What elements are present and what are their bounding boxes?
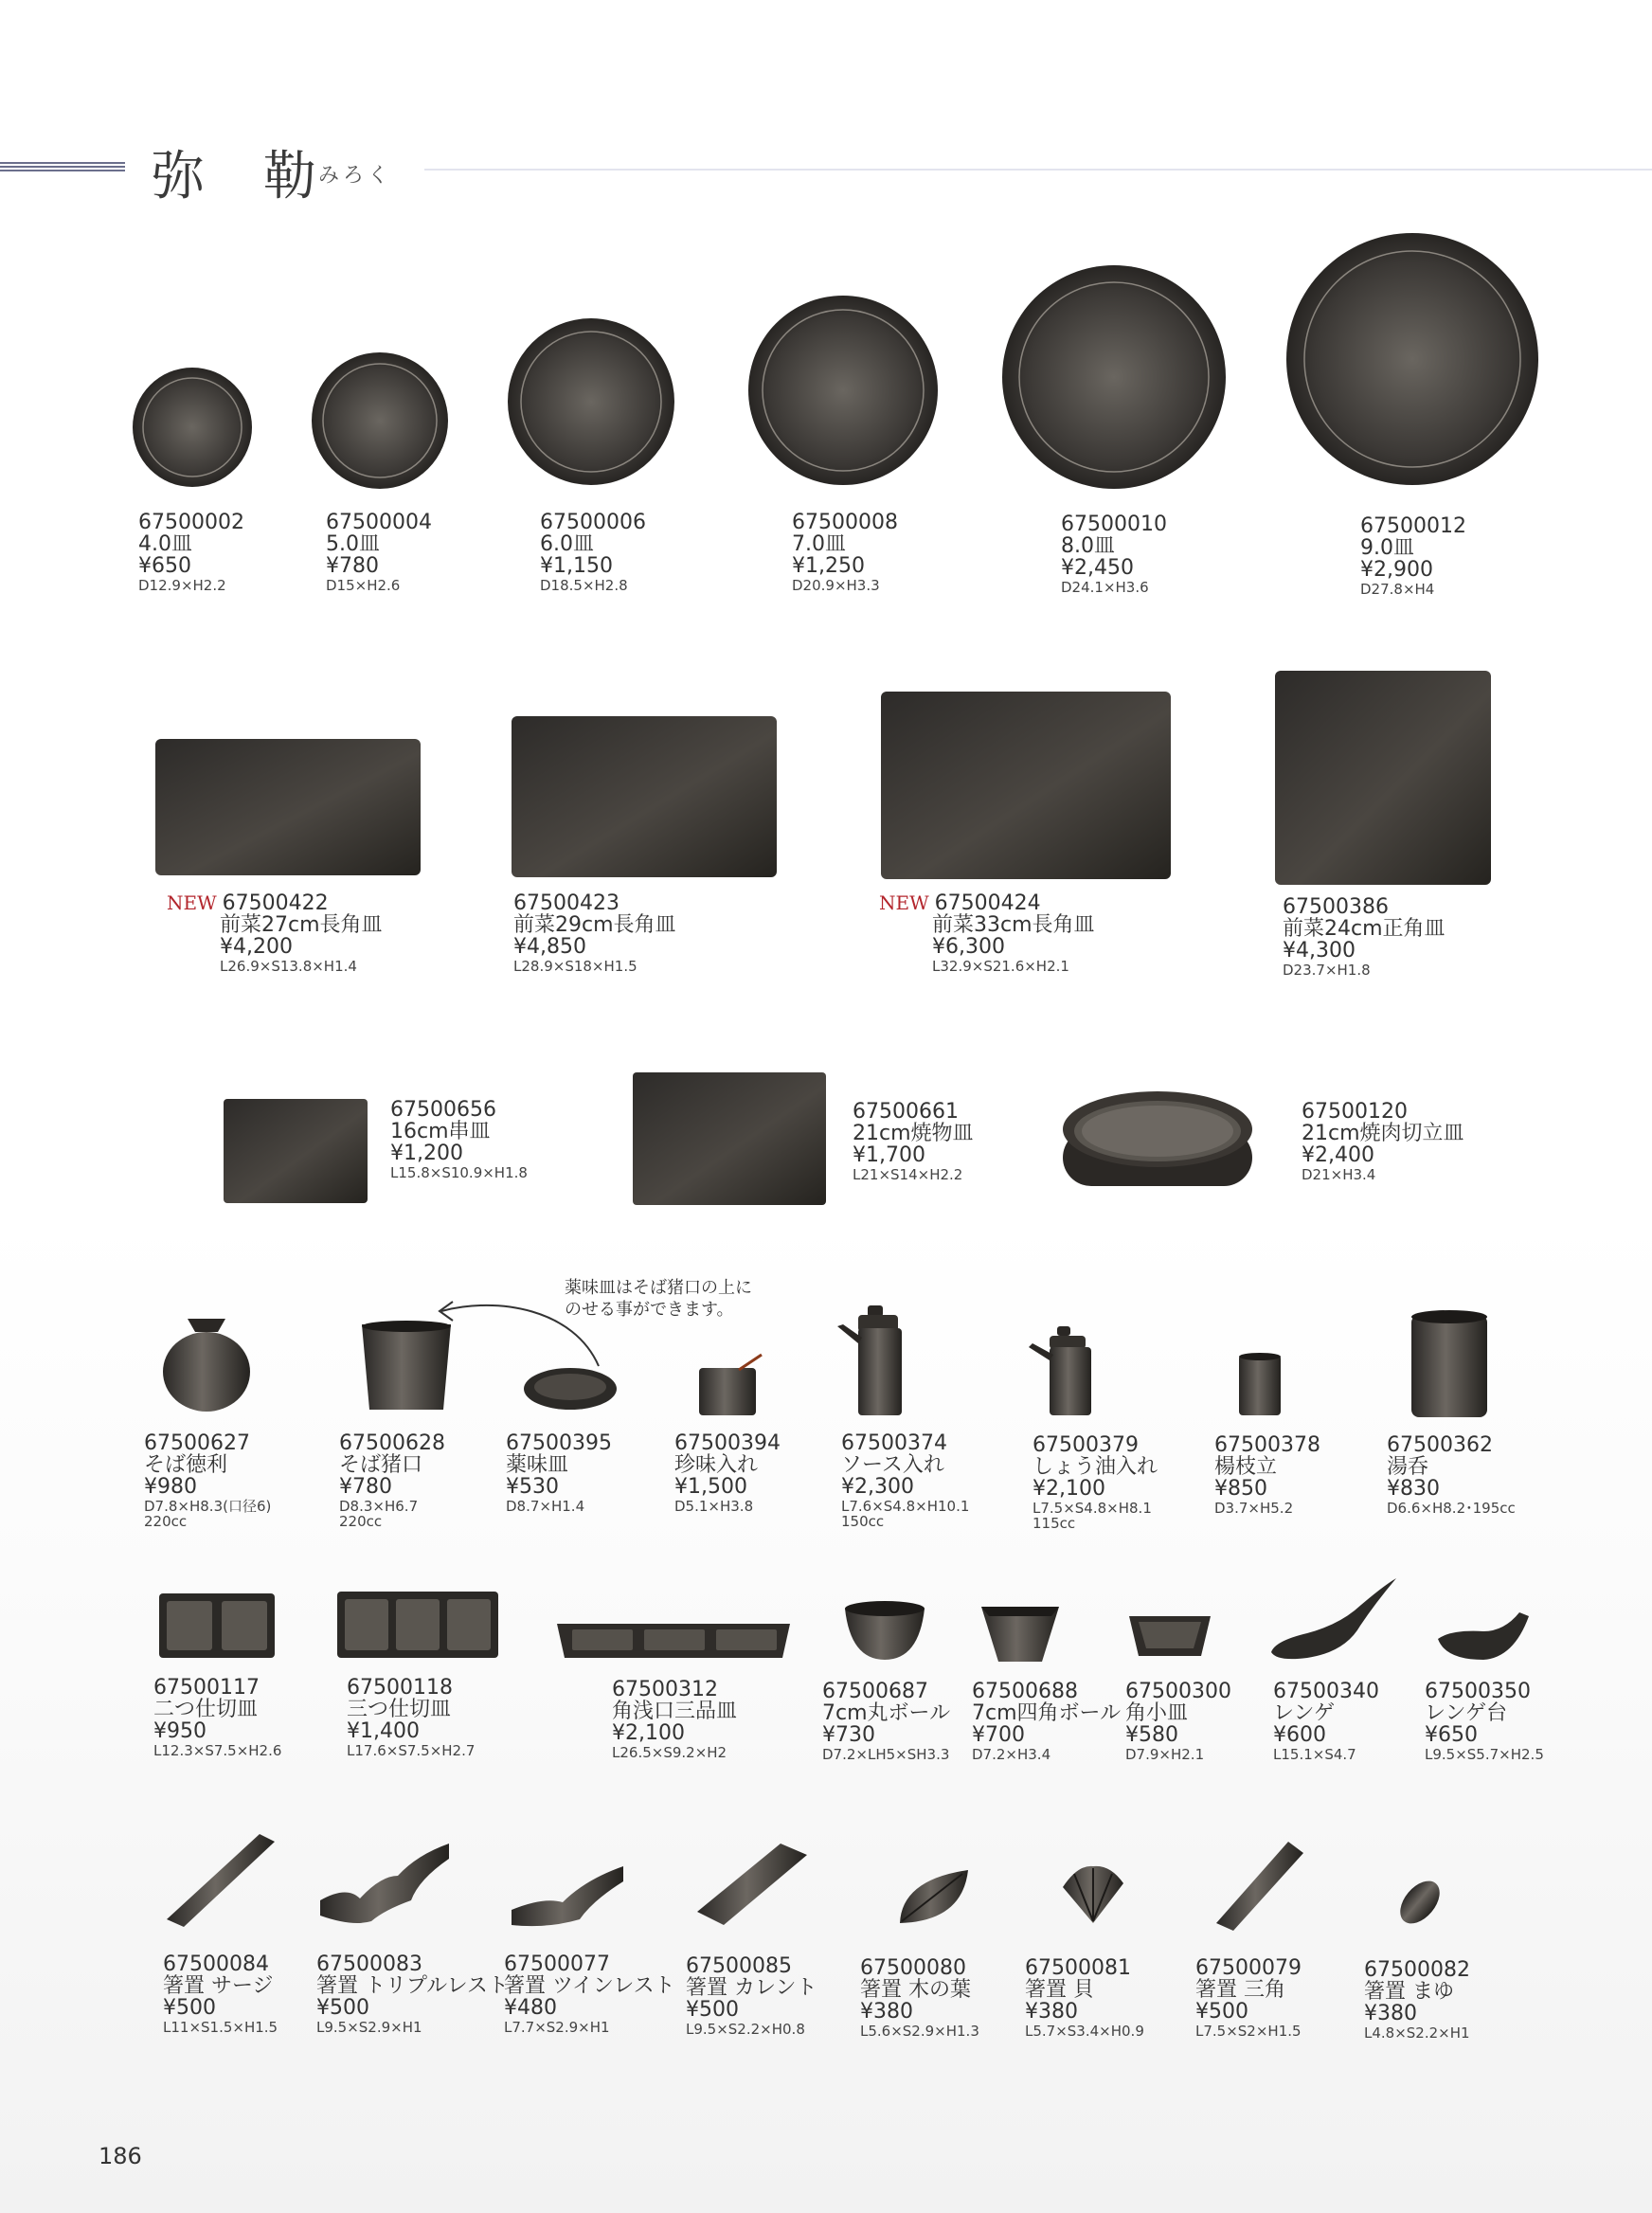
product-price: ¥650 [138, 554, 191, 579]
product-code: 67500008 [792, 511, 898, 534]
chopstick-rest-photo [510, 1855, 625, 1933]
product-dimensions: D5.1×H3.8 [674, 1498, 754, 1516]
product-info [1283, 896, 1446, 979]
product-info [841, 1432, 969, 1530]
product-name: 7cm丸ボール [822, 1701, 951, 1726]
chopstick-rest-photo [695, 1838, 809, 1929]
product-info [1273, 1681, 1379, 1763]
product-dimensions: D7.9×H2.1 [1125, 1746, 1205, 1764]
product-info [1360, 515, 1466, 598]
product-info [316, 1953, 509, 2036]
soy-sauce-pot-photo [1029, 1326, 1097, 1417]
product-code: 67500010 [1061, 513, 1167, 536]
plate-photo [506, 316, 676, 487]
product-price: ¥700 [972, 1723, 1025, 1748]
product-name: 箸置 貝 [1025, 1978, 1094, 2003]
product-dimensions: L26.5×S9.2×H2 [612, 1744, 727, 1762]
product-dimensions: D12.9×H2.2 [138, 577, 226, 595]
product-info [339, 1432, 445, 1530]
rectangular-plate-photo [512, 716, 777, 877]
series-title: 弥 勒 [152, 146, 337, 207]
product-dimensions: D15×H2.6 [326, 577, 401, 595]
product-code: 67500423 [513, 891, 620, 915]
product-info [138, 512, 244, 594]
product-info [1032, 1434, 1158, 1532]
product-info [167, 892, 383, 975]
product-code: 67500117 [153, 1676, 260, 1700]
product-name: しょう油入れ [1032, 1455, 1158, 1480]
product-name: 前菜27cm長角皿 [220, 913, 383, 938]
product-dimensions: L21×S14×H2.2 [853, 1166, 963, 1184]
chopstick-rest-photo [318, 1838, 451, 1929]
soba-flask-photo [159, 1313, 254, 1412]
grill-plate-photo [633, 1072, 826, 1205]
product-price: ¥4,300 [1283, 939, 1356, 963]
product-dimensions: L15.1×S4.7 [1273, 1746, 1356, 1764]
product-price: ¥2,450 [1061, 556, 1134, 581]
product-capacity: 150cc [841, 1513, 885, 1531]
product-name: 6.0皿 [540, 532, 594, 557]
product-name: 箸置 トリプルレスト [316, 1974, 509, 1999]
plate-photo [1284, 231, 1540, 487]
product-dimensions: L5.6×S2.9×H1.3 [860, 2023, 979, 2041]
product-name: 湯呑 [1387, 1455, 1429, 1480]
product-dimensions: L7.6×S4.8×H10.1 [841, 1498, 970, 1516]
product-price: ¥830 [1387, 1477, 1440, 1502]
product-info [163, 1953, 278, 2036]
product-code: 67500424 [934, 891, 1041, 915]
product-info [1425, 1681, 1544, 1763]
product-code: 67500687 [822, 1680, 928, 1703]
product-info [390, 1099, 528, 1181]
product-price: ¥730 [822, 1723, 875, 1748]
spoon-photo [1269, 1576, 1398, 1662]
product-code: 67500350 [1425, 1680, 1531, 1703]
product-dimensions: L4.8×S2.2×H1 [1364, 2024, 1470, 2042]
product-name: 前菜24cm正角皿 [1283, 917, 1446, 942]
product-info [326, 512, 432, 594]
yakiniku-plate-photo [1061, 1088, 1254, 1213]
product-name: 二つ仕切皿 [153, 1698, 259, 1722]
product-dimensions: D20.9×H3.3 [792, 577, 880, 595]
product-info [1387, 1434, 1516, 1517]
product-dimensions: D21×H3.4 [1302, 1166, 1376, 1184]
product-price: ¥4,200 [220, 935, 293, 960]
product-info [1061, 513, 1167, 596]
product-dimensions: D23.7×H1.8 [1283, 962, 1371, 980]
product-price: ¥600 [1273, 1723, 1326, 1748]
round-bowl-photo [843, 1599, 926, 1662]
product-name: 楊枝立 [1214, 1455, 1278, 1480]
rectangular-plate-photo [881, 692, 1171, 879]
product-info [612, 1679, 737, 1761]
product-code: 67500081 [1025, 1956, 1131, 1980]
product-dimensions: D8.7×H1.4 [506, 1498, 585, 1516]
product-code: 67500002 [138, 511, 244, 534]
product-info [347, 1677, 475, 1759]
skewer-plate-photo [224, 1099, 368, 1203]
product-info [686, 1955, 817, 2038]
product-code: 67500386 [1283, 895, 1389, 919]
product-code: 67500300 [1125, 1680, 1231, 1703]
product-name: 珍味入れ [674, 1453, 759, 1478]
product-name: ソース入れ [841, 1453, 944, 1478]
three-section-plate-photo [337, 1590, 498, 1660]
plate-photo [746, 294, 940, 487]
product-price: ¥500 [163, 1996, 216, 2021]
product-info [1302, 1101, 1464, 1183]
product-dimensions: D7.8×H8.3(口径6) [144, 1498, 272, 1516]
product-price: ¥1,250 [792, 554, 865, 579]
product-info [1364, 1959, 1470, 2042]
sauce-pot-photo [837, 1305, 913, 1417]
toothpick-holder-photo [1237, 1353, 1283, 1417]
product-price: ¥780 [326, 554, 379, 579]
product-code: 67500656 [390, 1098, 496, 1122]
product-price: ¥780 [339, 1475, 392, 1500]
product-code: 67500084 [163, 1952, 269, 1976]
product-price: ¥2,400 [1302, 1143, 1374, 1168]
product-name: 箸置 木の葉 [860, 1978, 971, 2003]
product-info [1025, 1957, 1144, 2040]
soba-cup-photo [360, 1321, 453, 1412]
product-dimensions: D7.2×H3.4 [972, 1746, 1051, 1764]
product-code: 67500688 [972, 1680, 1078, 1703]
product-code: 67500077 [504, 1952, 610, 1976]
product-dimensions: L15.8×S10.9×H1.8 [390, 1164, 528, 1182]
product-code: 67500374 [841, 1431, 947, 1455]
product-price: ¥380 [1025, 2000, 1078, 2024]
product-code: 67500012 [1360, 514, 1466, 538]
product-code: 67500340 [1273, 1680, 1379, 1703]
product-name: 8.0皿 [1061, 534, 1115, 559]
product-name: 三つ仕切皿 [347, 1698, 452, 1722]
eyebrow-chopstick-rest-photo [1392, 1876, 1447, 1929]
product-code: 67500085 [686, 1954, 792, 1978]
product-info [144, 1432, 271, 1530]
three-item-plate-photo [553, 1620, 794, 1662]
product-info [153, 1677, 281, 1759]
product-code: 67500312 [612, 1678, 718, 1701]
product-price: ¥6,300 [932, 935, 1005, 960]
product-price: ¥500 [316, 1996, 369, 2021]
product-capacity: 115cc [1032, 1515, 1076, 1533]
product-dimensions: D7.2×LH5×SH3.3 [822, 1746, 950, 1764]
product-info [674, 1432, 781, 1515]
new-badge: NEW [879, 891, 929, 914]
product-code: 67500006 [540, 511, 646, 534]
product-code: 67500079 [1195, 1956, 1302, 1980]
product-info [972, 1681, 1121, 1763]
product-price: ¥1,700 [853, 1143, 925, 1168]
product-price: ¥580 [1125, 1723, 1178, 1748]
product-price: ¥530 [506, 1475, 559, 1500]
product-price: ¥650 [1425, 1723, 1478, 1748]
product-price: ¥2,300 [841, 1475, 914, 1500]
product-name: 前菜29cm長角皿 [513, 913, 676, 938]
product-name: 箸置 三角 [1195, 1978, 1285, 2003]
product-dimensions: L17.6×S7.5×H2.7 [347, 1742, 476, 1760]
product-code: 67500362 [1387, 1433, 1493, 1457]
product-name: 薬味皿 [506, 1453, 569, 1478]
product-name: 角小皿 [1125, 1701, 1189, 1726]
page-number: 186 [99, 2143, 142, 2169]
product-capacity: 220cc [144, 1513, 188, 1531]
product-dimensions: D8.3×H6.7 [339, 1498, 419, 1516]
product-dimensions: L28.9×S18×H1.5 [513, 958, 637, 976]
product-dimensions: D24.1×H3.6 [1061, 579, 1149, 597]
product-name: そば猪口 [339, 1453, 423, 1478]
new-badge: NEW [167, 891, 217, 914]
product-price: ¥4,850 [513, 935, 586, 960]
product-dimensions: L11×S1.5×H1.5 [163, 2019, 278, 2037]
product-name: 5.0皿 [326, 532, 380, 557]
product-price: ¥1,200 [390, 1142, 463, 1166]
product-name: 角浅口三品皿 [612, 1700, 738, 1724]
teacup-photo [1410, 1309, 1489, 1419]
product-code: 67500661 [853, 1100, 959, 1124]
small-square-plate-photo [1127, 1612, 1212, 1658]
product-name: レンゲ台 [1425, 1701, 1508, 1726]
condiment-plate-photo [523, 1364, 618, 1413]
product-code: 67500083 [316, 1952, 422, 1976]
product-dimensions: L7.5×S2×H1.5 [1195, 2023, 1302, 2041]
product-name: 箸置 まゆ [1364, 1980, 1454, 2005]
product-info [1214, 1434, 1320, 1517]
product-name: 9.0皿 [1360, 536, 1414, 561]
usage-note-line: 薬味皿はそば猪口の上に [565, 1278, 752, 1298]
product-dimensions: L7.5×S4.8×H8.1 [1032, 1500, 1152, 1518]
leaf-chopstick-rest-photo [896, 1866, 970, 1927]
product-price: ¥1,500 [674, 1475, 747, 1500]
product-code: 67500628 [339, 1431, 445, 1455]
rectangular-plate-photo [155, 739, 421, 875]
plate-photo [1000, 263, 1228, 491]
product-price: ¥1,400 [347, 1719, 420, 1744]
product-price: ¥1,150 [540, 554, 613, 579]
product-dimensions: D6.6×H8.2･195cc [1387, 1500, 1516, 1518]
product-name: 7cm四角ボール [972, 1701, 1122, 1726]
series-reading: みろく [318, 164, 393, 188]
product-name: レンゲ [1273, 1701, 1336, 1726]
product-dimensions: D18.5×H2.8 [540, 577, 628, 595]
product-info [540, 512, 646, 594]
product-name: 21cm焼物皿 [853, 1122, 974, 1146]
product-dimensions: D27.8×H4 [1360, 581, 1435, 599]
product-info [860, 1957, 979, 2040]
product-price: ¥850 [1214, 1477, 1267, 1502]
spoon-rest-photo [1436, 1610, 1531, 1664]
product-name: 7.0皿 [792, 532, 846, 557]
product-dimensions: L12.3×S7.5×H2.6 [153, 1742, 282, 1760]
header-decoration [0, 162, 125, 175]
product-code: 67500118 [347, 1676, 453, 1700]
square-bowl-photo [979, 1605, 1061, 1664]
product-code: 67500379 [1032, 1433, 1139, 1457]
product-name: 箸置 ツインレスト [504, 1974, 675, 1999]
product-code: 67500395 [506, 1431, 612, 1455]
product-code: 67500378 [1214, 1433, 1320, 1457]
shell-chopstick-rest-photo [1059, 1862, 1127, 1925]
product-capacity: 220cc [339, 1513, 383, 1531]
product-price: ¥480 [504, 1996, 557, 2021]
product-price: ¥2,900 [1360, 558, 1433, 583]
delicacy-bowl-photo [697, 1353, 765, 1417]
product-price: ¥950 [153, 1719, 206, 1744]
product-name: 箸置 サージ [163, 1974, 274, 1999]
product-code: 67500080 [860, 1956, 966, 1980]
product-info [506, 1432, 612, 1515]
product-code: 67500422 [222, 891, 329, 915]
product-info [1195, 1957, 1302, 2040]
product-dimensions: L9.5×S5.7×H2.5 [1425, 1746, 1544, 1764]
square-plate-photo [1275, 671, 1491, 885]
two-section-plate-photo [159, 1592, 275, 1660]
note-arrow-icon [432, 1290, 602, 1370]
product-dimensions: D3.7×H5.2 [1214, 1500, 1294, 1518]
product-name: 16cm串皿 [390, 1120, 491, 1144]
product-code: 67500120 [1302, 1100, 1408, 1124]
product-price: ¥500 [686, 1998, 739, 2023]
product-price: ¥500 [1195, 2000, 1248, 2024]
product-name: 4.0皿 [138, 532, 192, 557]
usage-note-line: のせる事ができます。 [565, 1300, 734, 1321]
product-dimensions: L9.5×S2.2×H0.8 [686, 2021, 805, 2039]
header-rule [424, 169, 1652, 171]
product-price: ¥380 [860, 2000, 913, 2024]
product-dimensions: L9.5×S2.9×H1 [316, 2019, 422, 2037]
product-dimensions: L26.9×S13.8×H1.4 [220, 958, 357, 976]
chopstick-rest-photo [165, 1828, 277, 1929]
product-name: 箸置 カレント [686, 1976, 817, 2001]
product-price: ¥980 [144, 1475, 197, 1500]
product-name: 21cm焼肉切立皿 [1302, 1122, 1464, 1146]
product-info [513, 892, 676, 975]
product-name: 前菜33cm長角皿 [932, 913, 1095, 938]
product-code: 67500627 [144, 1431, 250, 1455]
product-code: 67500004 [326, 511, 432, 534]
product-info [1125, 1681, 1231, 1763]
product-info [853, 1101, 974, 1183]
product-dimensions: L32.9×S21.6×H2.1 [932, 958, 1069, 976]
product-code: 67500082 [1364, 1958, 1470, 1982]
product-info [504, 1953, 675, 2036]
product-price: ¥380 [1364, 2002, 1417, 2026]
product-dimensions: L7.7×S2.9×H1 [504, 2019, 610, 2037]
product-code: 67500394 [674, 1431, 781, 1455]
product-price: ¥2,100 [612, 1721, 685, 1746]
plate-photo [310, 351, 450, 491]
product-dimensions: L5.7×S3.4×H0.9 [1025, 2023, 1144, 2041]
plate-photo [131, 366, 254, 489]
product-info [879, 892, 1095, 975]
product-name: そば徳利 [144, 1453, 228, 1478]
product-info [822, 1681, 950, 1763]
product-price: ¥2,100 [1032, 1477, 1105, 1502]
triangle-chopstick-rest-photo [1214, 1838, 1305, 1933]
product-info [792, 512, 898, 594]
